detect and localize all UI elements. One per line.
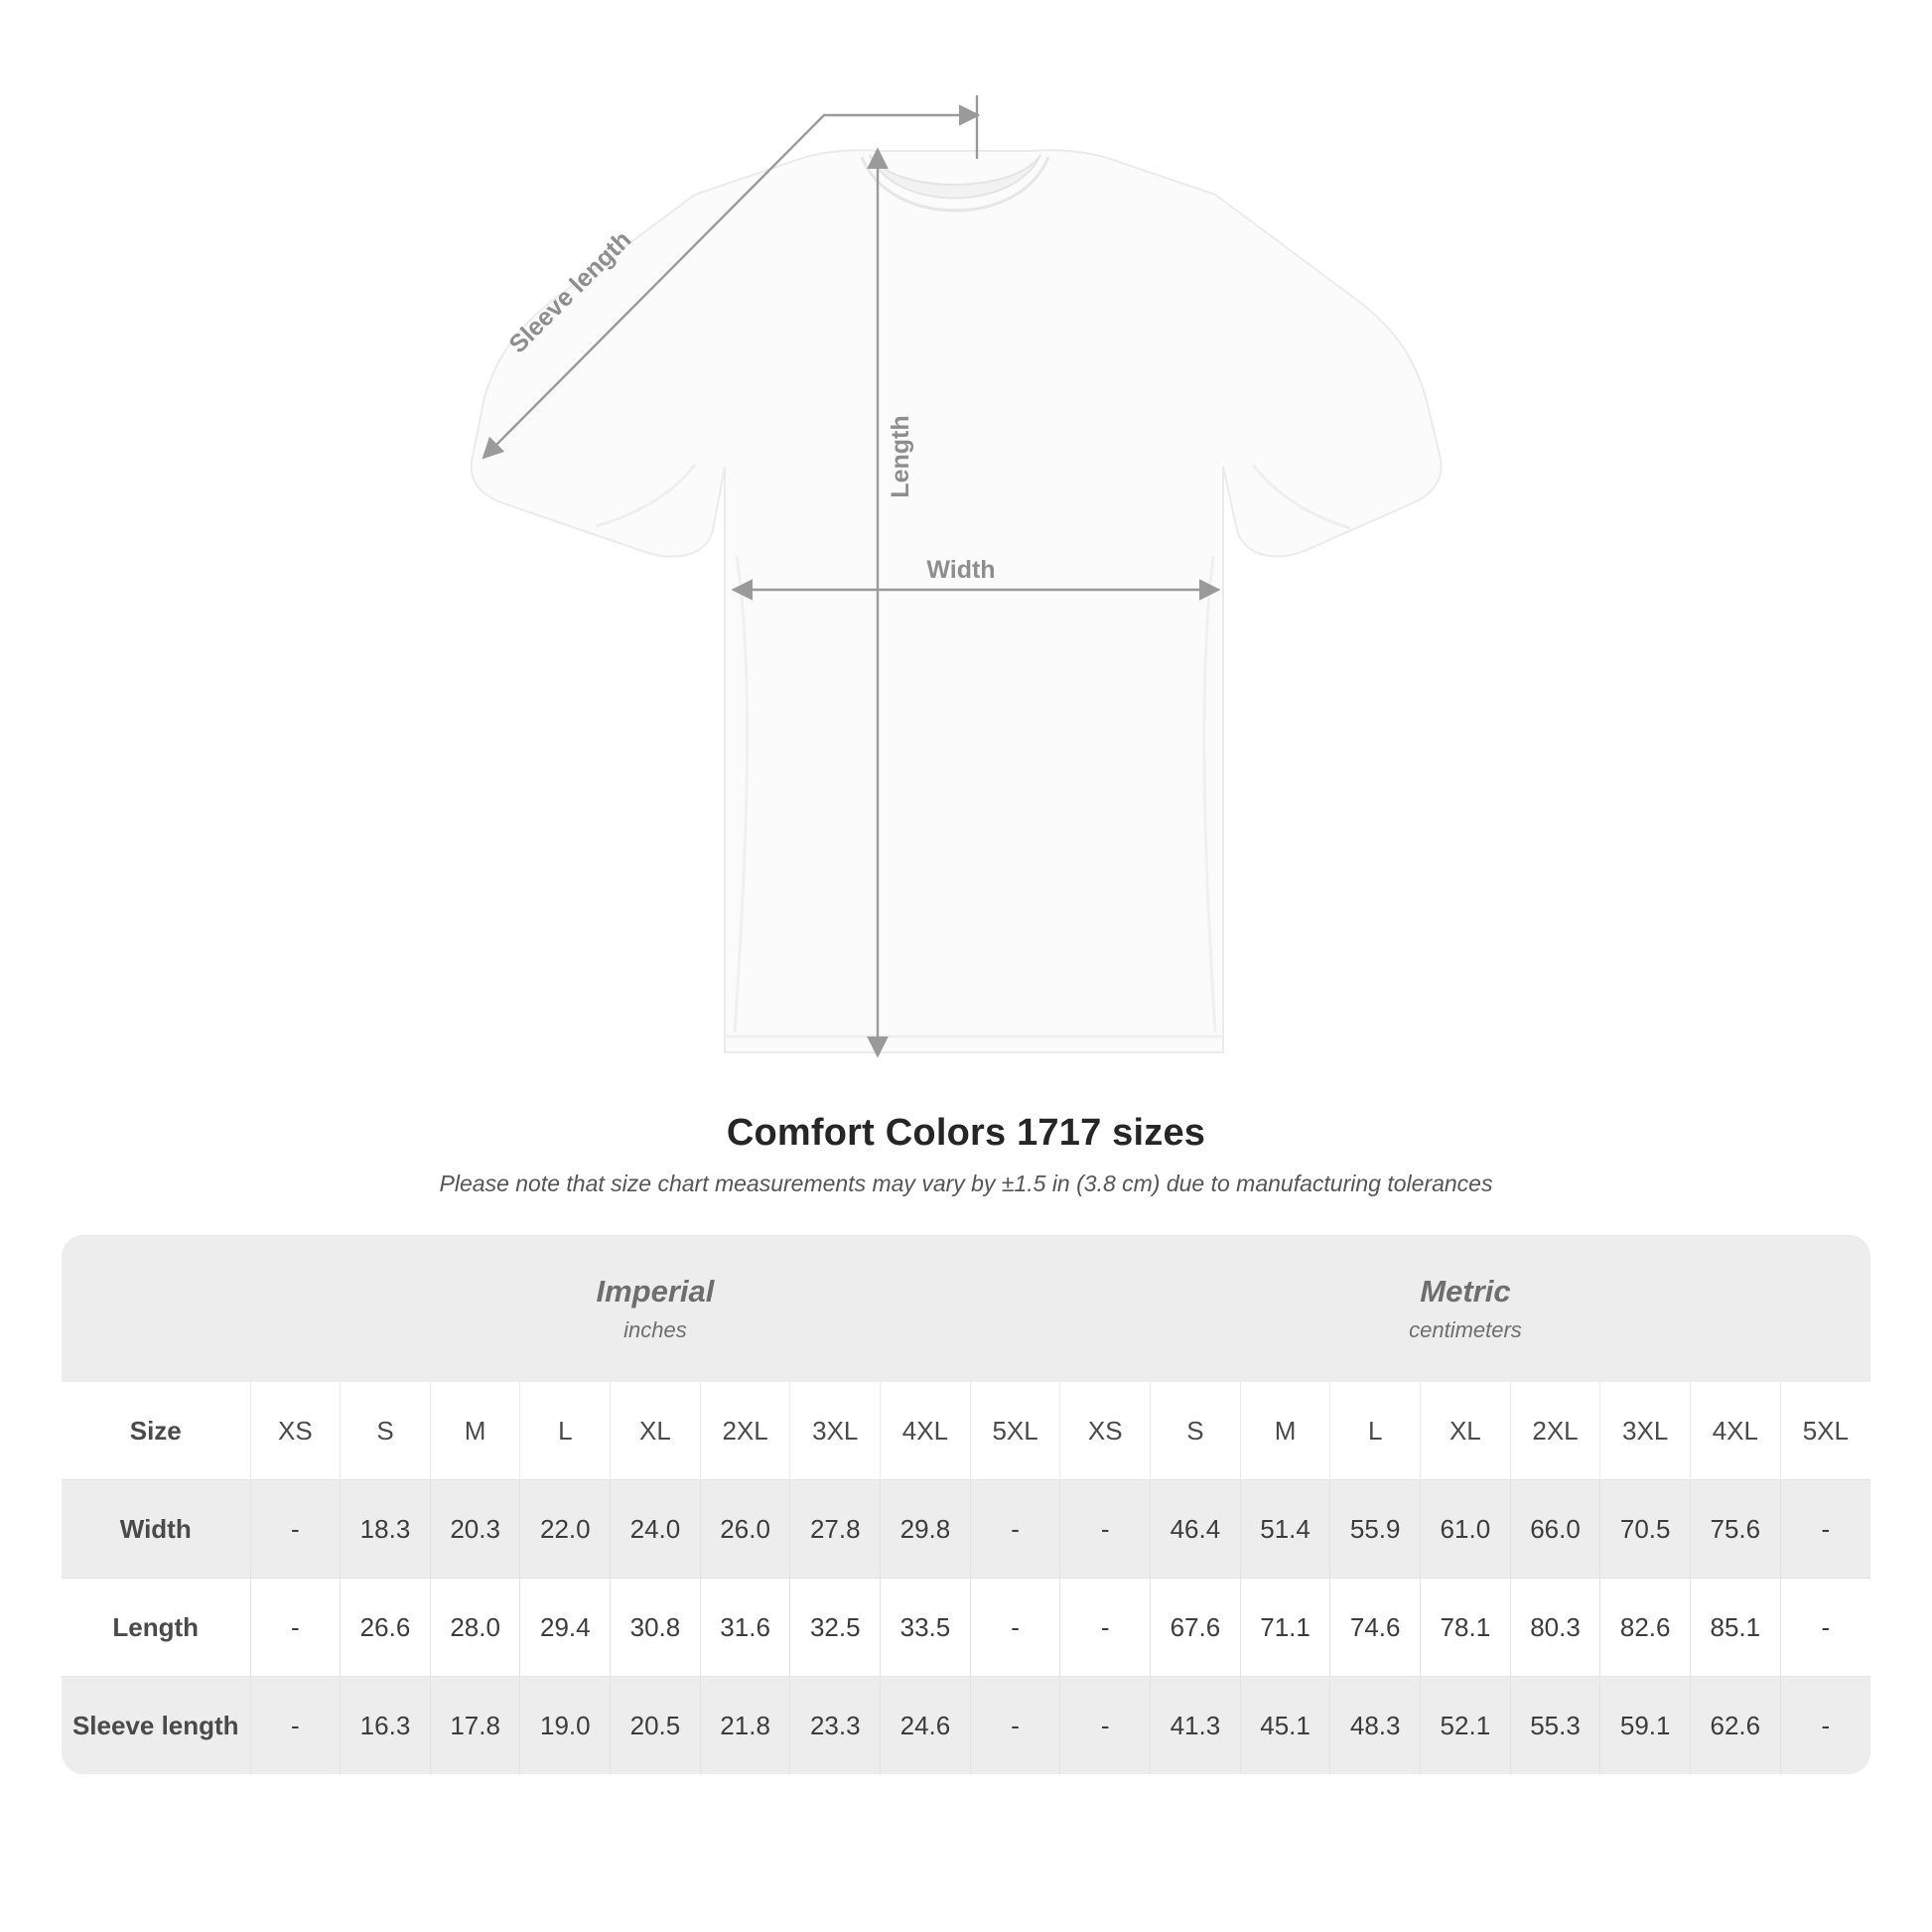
size-header-imperial-xs: XS: [250, 1382, 341, 1480]
cell-width-imperial-l: 22.0: [520, 1480, 611, 1579]
cell-sleeve-imperial-2xl: 21.8: [700, 1677, 790, 1775]
size-header-metric-s: S: [1151, 1382, 1241, 1480]
cell-length-imperial-2xl: 31.6: [700, 1579, 790, 1677]
cell-sleeve-imperial-s: 16.3: [341, 1677, 431, 1775]
cell-width-imperial-3xl: 27.8: [790, 1480, 881, 1579]
cell-length-metric-s: 67.6: [1151, 1579, 1241, 1677]
cell-sleeve-metric-xs: -: [1060, 1677, 1151, 1775]
table-row: [62, 1579, 1870, 1677]
cell-width-metric-xs: -: [1060, 1480, 1151, 1579]
cell-length-metric-2xl: 80.3: [1510, 1579, 1600, 1677]
units-header-row: [62, 1235, 1870, 1382]
size-header-metric-5xl: 5XL: [1780, 1382, 1870, 1480]
size-header-imperial-m: M: [430, 1382, 520, 1480]
size-header-imperial-l: L: [520, 1382, 611, 1480]
cell-sleeve-imperial-l: 19.0: [520, 1677, 611, 1775]
metric-unit-sub: centimeters: [1409, 1316, 1522, 1342]
size-header-imperial-xl: XL: [611, 1382, 701, 1480]
table-row: [62, 1480, 1870, 1579]
sleeve-length-label: Sleeve length: [503, 225, 637, 359]
size-header-imperial-5xl: 5XL: [970, 1382, 1060, 1480]
cell-sleeve-metric-l: 48.3: [1330, 1677, 1421, 1775]
cell-length-imperial-3xl: 32.5: [790, 1579, 881, 1677]
title-block: [0, 1112, 1932, 1197]
cell-length-metric-5xl: -: [1780, 1579, 1870, 1677]
cell-sleeve-metric-3xl: 59.1: [1600, 1677, 1691, 1775]
cell-sleeve-imperial-4xl: 24.6: [881, 1677, 971, 1775]
cell-length-metric-m: 71.1: [1240, 1579, 1330, 1677]
cell-width-imperial-5xl: -: [970, 1480, 1060, 1579]
tolerance-note: Please note that size chart measurements may vary by ±1.5 in (3.8 cm) due to manufacturing tolerances: [439, 1171, 1493, 1196]
table-row: [62, 1677, 1870, 1775]
size-chart-table-wrapper: [62, 1235, 1870, 1774]
cell-width-imperial-s: 18.3: [341, 1480, 431, 1579]
cell-sleeve-imperial-5xl: -: [970, 1677, 1060, 1775]
cell-length-metric-4xl: 85.1: [1691, 1579, 1781, 1677]
row-label-sleeve-length: Sleeve length: [62, 1677, 250, 1775]
cell-sleeve-metric-2xl: 55.3: [1510, 1677, 1600, 1775]
cell-length-imperial-xl: 30.8: [611, 1579, 701, 1677]
size-header-label: Size: [62, 1382, 250, 1480]
length-label: Length: [887, 415, 914, 498]
cell-width-metric-2xl: 66.0: [1510, 1480, 1600, 1579]
cell-sleeve-imperial-3xl: 23.3: [790, 1677, 881, 1775]
cell-width-metric-4xl: 75.6: [1691, 1480, 1781, 1579]
cell-sleeve-metric-5xl: -: [1780, 1677, 1870, 1775]
imperial-unit-sub: inches: [623, 1316, 687, 1342]
cell-sleeve-metric-xl: 52.1: [1421, 1677, 1511, 1775]
metric-unit-name: Metric: [1420, 1274, 1511, 1310]
cell-length-metric-3xl: 82.6: [1600, 1579, 1691, 1677]
cell-sleeve-imperial-m: 17.8: [430, 1677, 520, 1775]
cell-sleeve-metric-s: 41.3: [1151, 1677, 1241, 1775]
cell-length-imperial-4xl: 33.5: [881, 1579, 971, 1677]
size-header-row: [62, 1382, 1870, 1480]
cell-width-metric-m: 51.4: [1240, 1480, 1330, 1579]
size-header-metric-2xl: 2XL: [1510, 1382, 1600, 1480]
size-header-metric-xl: XL: [1421, 1382, 1511, 1480]
width-label: Width: [926, 556, 996, 584]
row-label-width: Width: [62, 1480, 250, 1579]
size-chart-table: [62, 1235, 1870, 1774]
cell-sleeve-metric-m: 45.1: [1240, 1677, 1330, 1775]
cell-length-imperial-m: 28.0: [430, 1579, 520, 1677]
cell-sleeve-imperial-xl: 20.5: [611, 1677, 701, 1775]
units-spacer-cell: [62, 1235, 250, 1382]
size-header-metric-xs: XS: [1060, 1382, 1151, 1480]
tshirt-graphic: [472, 150, 1442, 1052]
cell-length-metric-xl: 78.1: [1421, 1579, 1511, 1677]
cell-length-metric-l: 74.6: [1330, 1579, 1421, 1677]
cell-width-imperial-4xl: 29.8: [881, 1480, 971, 1579]
cell-width-metric-3xl: 70.5: [1600, 1480, 1691, 1579]
metric-unit-cell: [1060, 1235, 1870, 1382]
cell-width-imperial-m: 20.3: [430, 1480, 520, 1579]
size-header-imperial-4xl: 4XL: [881, 1382, 971, 1480]
cell-width-metric-l: 55.9: [1330, 1480, 1421, 1579]
size-header-metric-4xl: 4XL: [1691, 1382, 1781, 1480]
cell-length-imperial-l: 29.4: [520, 1579, 611, 1677]
size-header-imperial-2xl: 2XL: [700, 1382, 790, 1480]
cell-width-imperial-xl: 24.0: [611, 1480, 701, 1579]
cell-sleeve-metric-4xl: 62.6: [1691, 1677, 1781, 1775]
cell-sleeve-imperial-xs: -: [250, 1677, 341, 1775]
size-header-imperial-3xl: 3XL: [790, 1382, 881, 1480]
cell-width-imperial-2xl: 26.0: [700, 1480, 790, 1579]
cell-width-metric-s: 46.4: [1151, 1480, 1241, 1579]
cell-length-imperial-xs: -: [250, 1579, 341, 1677]
size-header-metric-m: M: [1240, 1382, 1330, 1480]
cell-length-imperial-5xl: -: [970, 1579, 1060, 1677]
cell-length-metric-xs: -: [1060, 1579, 1151, 1677]
size-header-metric-l: L: [1330, 1382, 1421, 1480]
size-header-imperial-s: S: [341, 1382, 431, 1480]
cell-width-imperial-xs: -: [250, 1480, 341, 1579]
cell-width-metric-xl: 61.0: [1421, 1480, 1511, 1579]
size-header-metric-3xl: 3XL: [1600, 1382, 1691, 1480]
imperial-unit-cell: [250, 1235, 1060, 1382]
page-title: Comfort Colors 1717 sizes: [726, 1112, 1206, 1154]
cell-length-imperial-s: 26.6: [341, 1579, 431, 1677]
row-label-length: Length: [62, 1579, 250, 1677]
imperial-unit-name: Imperial: [596, 1274, 715, 1310]
cell-width-metric-5xl: -: [1780, 1480, 1870, 1579]
